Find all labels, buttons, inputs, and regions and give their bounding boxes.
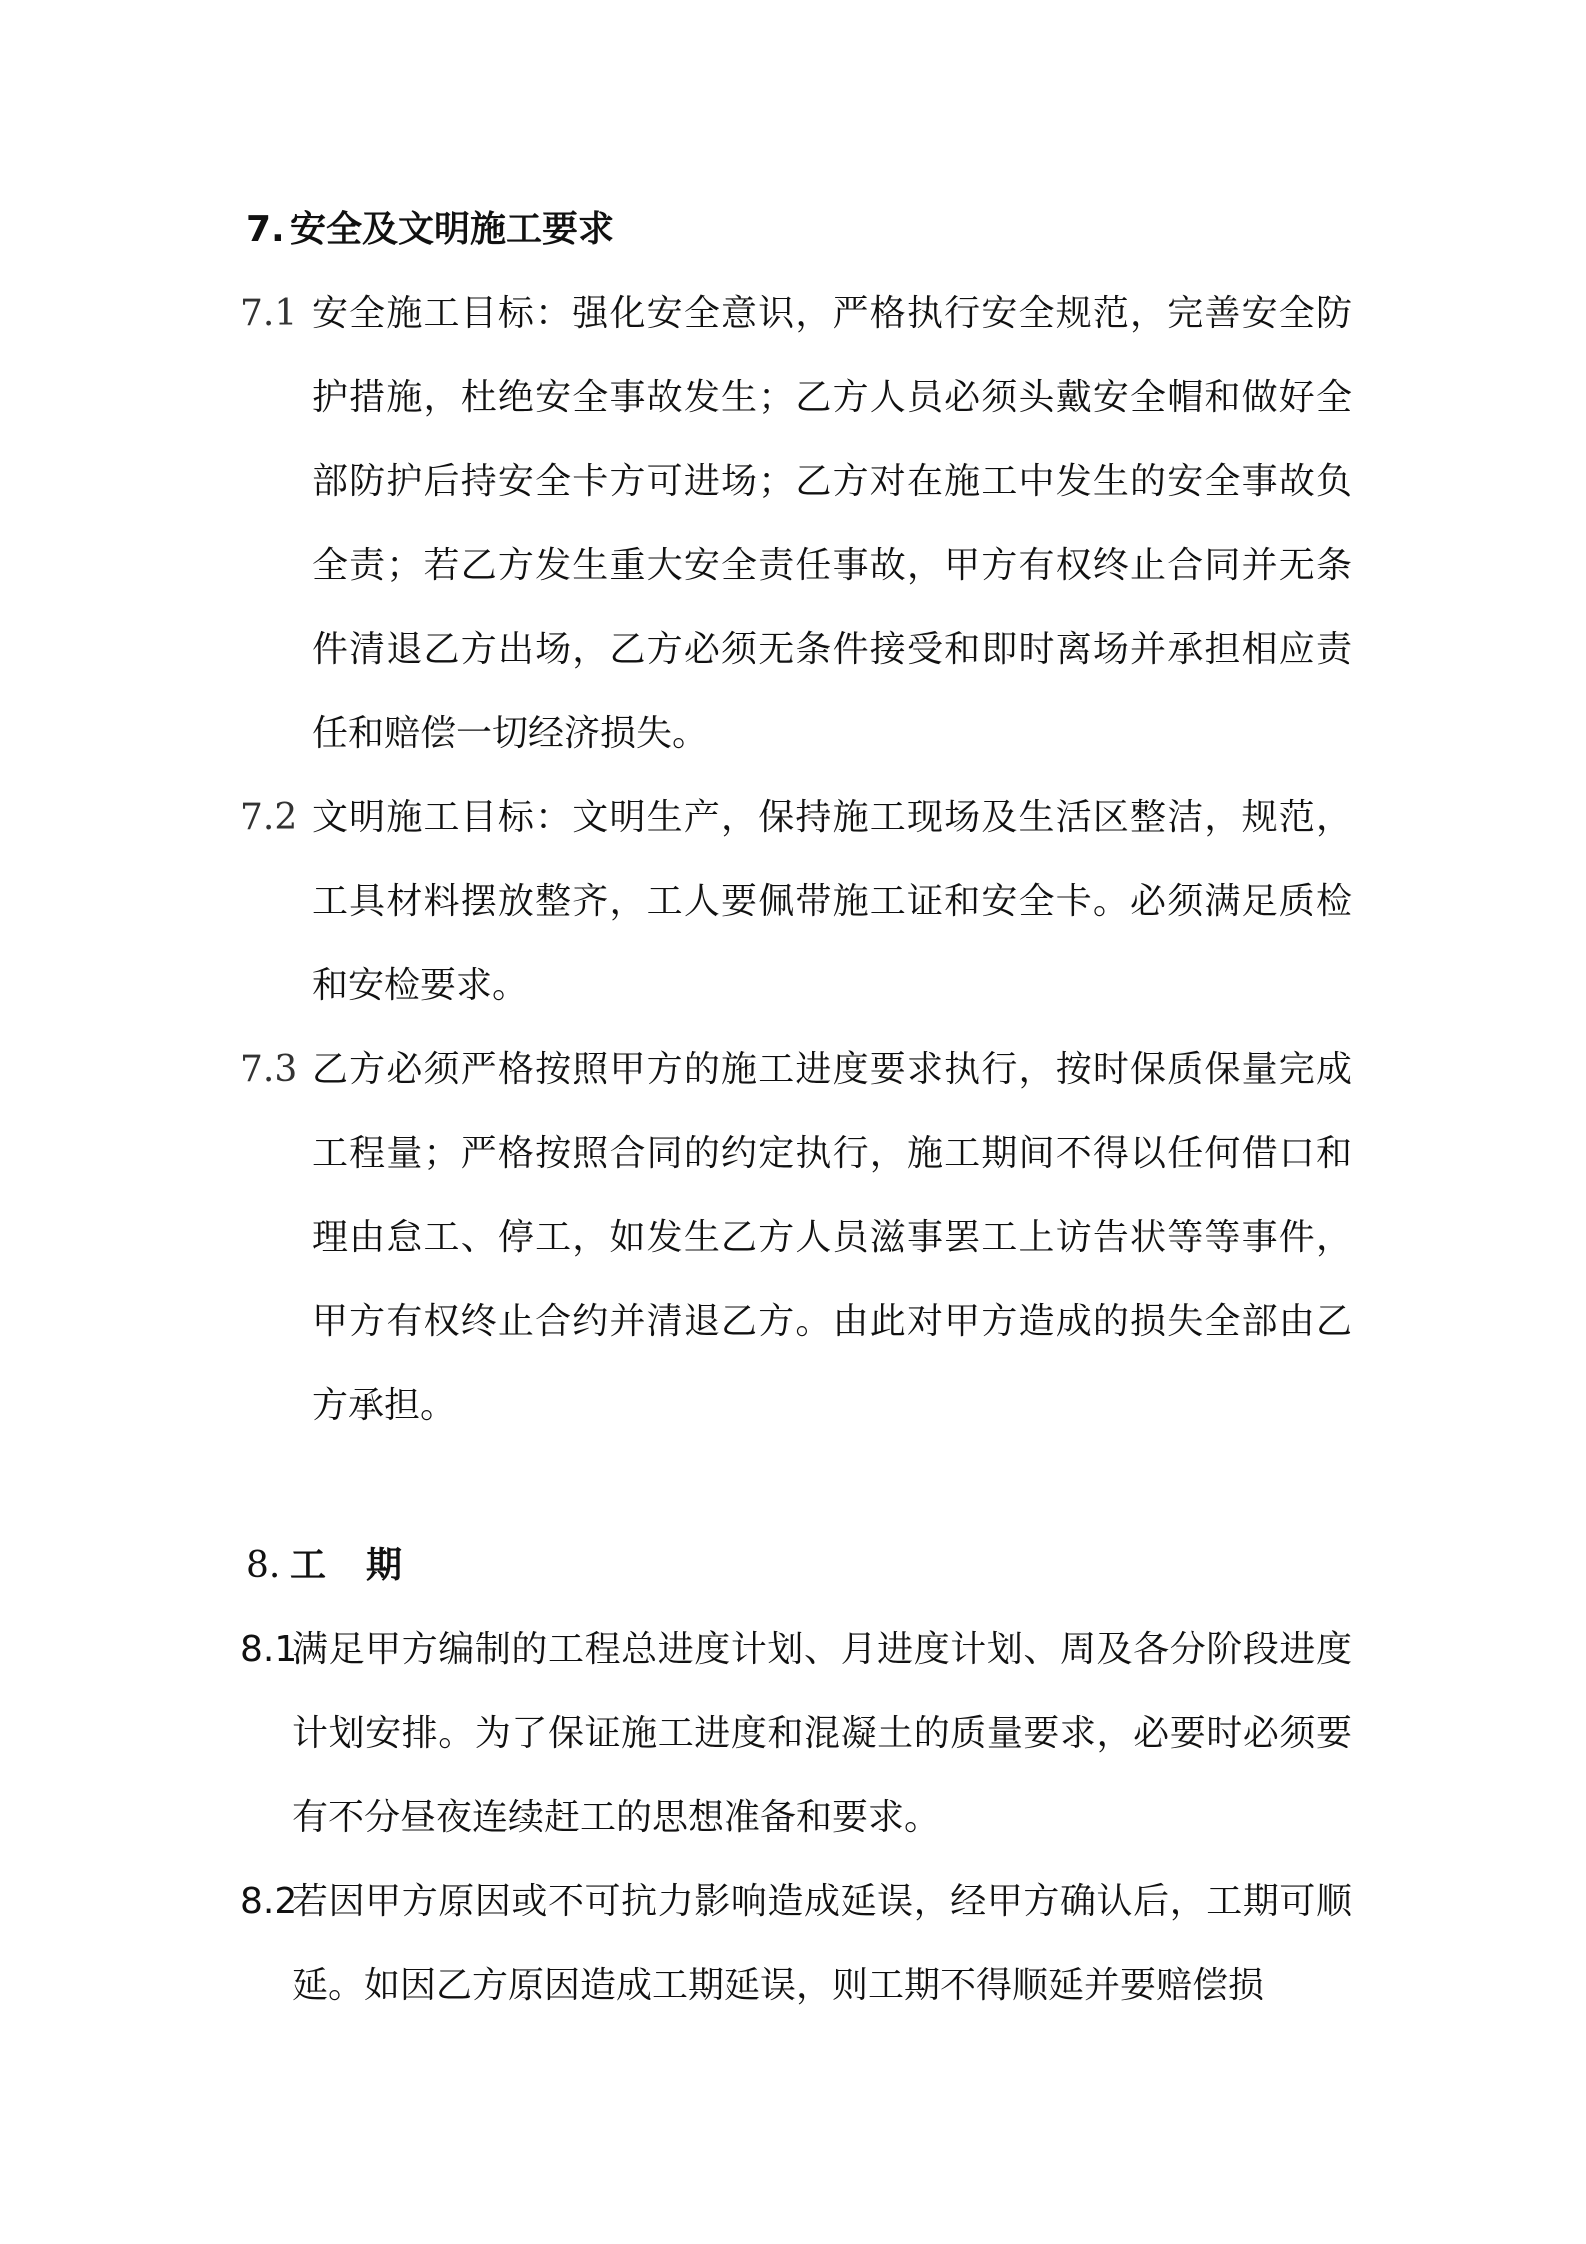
clause-number: 7.2	[240, 797, 298, 838]
clause-8-2	[240, 1860, 1360, 2028]
clause-8-1	[240, 1608, 1360, 1860]
section-8-number: 8.	[246, 1545, 281, 1586]
section-7-title: 安全及文明施工要求	[290, 209, 615, 250]
clause-text: 满足甲方编制的工程总进度计划、月进度计划、周及各分阶段进度计划安排。为了保证施工进度和混凝土的质量要求，必要时必须要有不分昼夜连续赶工的思想准备和要求。	[292, 1629, 1352, 1838]
section-7-number: 7.	[246, 209, 285, 250]
clause-text: 乙方必须严格按照甲方的施工进度要求执行，按时保质保量完成工程量；严格按照合同的约定执行，施工期间不得以任何借口和理由怠工、停工，如发生乙方人员滋事罢工上访告状等等事件，甲方有权终止合约并清退乙方。由此对甲方造成的损失全部由乙方承担。	[312, 1049, 1352, 1426]
clause-text: 文明施工目标：文明生产，保持施工现场及生活区整洁，规范，工具材料摆放整齐，工人要佩带施工证和安全卡。必须满足质检和安检要求。	[312, 797, 1352, 1006]
section-8-title: 工期	[290, 1545, 443, 1586]
clause-number: 7.3	[240, 1049, 298, 1090]
clause-number: 7.1	[240, 293, 298, 334]
clause-7-2	[240, 776, 1360, 1028]
clause-7-1	[240, 272, 1360, 776]
section-7-heading	[246, 206, 614, 254]
clause-7-3	[240, 1028, 1360, 1448]
section-8-heading	[246, 1542, 442, 1590]
clause-number: 8.2	[240, 1881, 298, 1922]
clause-number: 8.1	[240, 1629, 298, 1670]
clause-text: 安全施工目标：强化安全意识，严格执行安全规范，完善安全防护措施，杜绝安全事故发生；乙方人员必须头戴安全帽和做好全部防护后持安全卡方可进场；乙方对在施工中发生的安全事故负全责；若乙方发生重大安全责任事故，甲方有权终止合同并无条件清退乙方出场，乙方必须无条件接受和即时离场并承担相应责任和赔偿一切经济损失。	[312, 293, 1352, 754]
clause-text: 若因甲方原因或不可抗力影响造成延误，经甲方确认后，工期可顺延。如因乙方原因造成工期延误，则工期不得顺延并要赔偿损	[292, 1881, 1352, 2006]
